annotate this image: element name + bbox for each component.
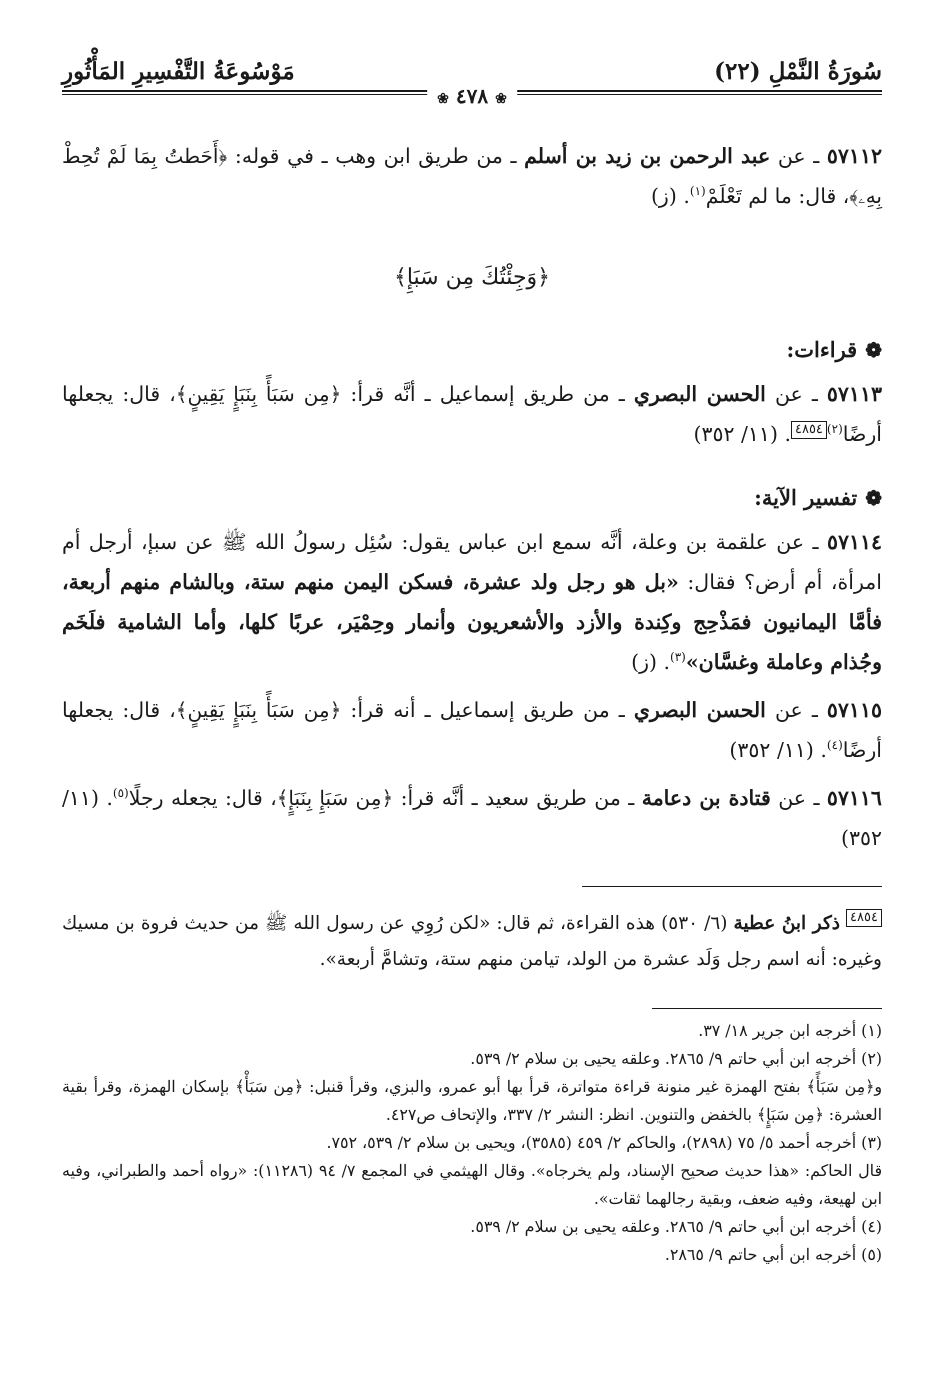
footnote: قال الحاكم: «هذا حديث صحيح الإسناد، ولم يخرجاه». وقال الهيثمي في المجمع ٧/ ٩٤ (١١٢٨٦): «رواه أحمد والطبراني، وفيه ابن لهيعة، وفيه ضعف، وبقية رجالهما ثقات». [62,1160,882,1208]
surah-title: سُورَةُ النَّمْلِ (٢٢) [714,58,882,85]
entry-text: ـ من طريق ابن وهب ـ في قوله: [234,144,517,168]
entry-number: ٥٧١١٣ [826,382,882,406]
entry-57115 [62,690,882,770]
ornament-icon: ❀ [495,91,507,107]
footnote-ref[interactable]: (١) [689,184,706,199]
entry-text: ـ عن [777,144,820,168]
footnote: (٤) أخرجه ابن أبي حاتم ٩/ ٢٨٦٥. وعلقه يحيى بن سلام ٢/ ٥٣٩. [470,1216,882,1236]
ornament-icon: ❀ [437,91,449,107]
quran-quote: ﴿أَحَطتُ بِمَا لَمْ تُحِطْ بِهِۦ﴾، [62,144,882,208]
flower-icon: ❁ [865,486,882,510]
narrator-name: قتادة بن دعامة [641,786,771,810]
section-tafsir [62,478,882,518]
section-label: قراءات: [786,337,858,362]
commentary-ref-box[interactable]: ٤٨٥٤ [791,421,827,439]
commentary-ref-box: ٤٨٥٤ [846,909,882,927]
hadith-text: «بل هو رجل ولد عشرة، فسكن اليمن منهم ستة، وبالشام منهم أربعة، فأمَّا اليمانيون فمَذْحِج وكِندة والأزد والأشعريون وأنمار وحِمْيَر، عربًا كلها، وأما الشامية فلَخَم وجُذام وعاملة وغسَّان» [62,570,882,674]
entry-text: ـ من طريق إسماعيل ـ أنه قرأ: [350,698,625,722]
footnote: (٥) أخرجه ابن أبي حاتم ٩/ ٢٨٦٥. [664,1244,882,1264]
main-text [62,136,882,858]
commentary-author: ذكر ابنُ عطية [733,912,841,934]
page-header [62,40,882,118]
entry-text: قال: يجعلها أرضًا [62,698,882,762]
entry-number: ٥٧١١٢ [826,144,882,168]
quran-quote: ﴿مِن سَبَأً بِنَبَإٍ يَقِينٍ﴾، [169,382,342,406]
footnote: (٢) أخرجه ابن أبي حاتم ٩/ ٢٨٦٥. وعلقه يحيى بن سلام ٢/ ٥٣٩. [470,1048,882,1068]
entry-tail: . (١١/ ٣٥٢) [62,786,882,850]
entry-number: ٥٧١١٦ [826,786,882,810]
entry-tail: . (١١/ ٣٥٢) [729,738,827,762]
entry-57114 [62,522,882,682]
entry-57113 [62,374,882,454]
commentary [62,906,882,978]
entry-text: ـ عن [778,786,820,810]
page [62,40,882,1360]
commentary-text: (٦/ ٥٣٠) هذه القراءة، ثم قال: «لكن رُوِي عن رسول الله ﷺ من حديث فروة بن مسيك وغيره: أنه اسم رجل وَلَد عشرة من الولد، تيامن منهم ستة، وتشامَّ أربعة». [62,912,882,970]
footnotes-divider [652,1008,882,1009]
footnotes [62,1017,882,1269]
narrator-name: الحسن البصري [633,698,766,722]
entry-text: ـ من طريق إسماعيل ـ أنَّه قرأ: [350,382,625,406]
entry-text: قال: ما لم تَعْلَمْ [705,184,837,208]
entry-tail: . (١١/ ٣٥٢) [693,422,791,446]
footnote-ref[interactable]: (٣) [670,650,686,665]
entry-number: ٥٧١١٥ [826,698,882,722]
footnote: (٣) أخرجه أحمد ٥/ ٧٥ (٢٨٩٨)، والحاكم ٢/ ٤٥٩ (٣٥٨٥)، ويحيى بن سلام ٢/ ٥٣٩، ٧٥٢. [326,1132,882,1152]
entry-tail: . (ز) [631,650,671,674]
entry-tail: . (ز) [650,184,690,208]
page-number-block [427,84,517,108]
ayah-heading: ﴿وَجِئْتُكَ مِن سَبَإِ﴾ [393,265,551,290]
entry-text: قال: يجعلها أرضًا [62,382,882,446]
entry-57112 [62,136,882,216]
flower-icon: ❁ [865,338,882,362]
footnote: و﴿مِن سَبَأً﴾ بفتح الهمزة غير منونة قراءة متواترة، قرأ بها أبو عمرو، والبزي، وقرأ قنبل: ﴿مِن سَبَأْ﴾ بإسكان الهمزة، وقرأ بقية العشرة: ﴿مِن سَبَإٍ﴾ بالخفض والتنوين. انظر: النشر ٢/ ٣٣٧، والإتحاف ص٤٢٧. [62,1076,882,1124]
entry-57116 [62,778,882,858]
commentary-divider [582,886,882,887]
footnote: (١) أخرجه ابن جرير ١٨/ ٣٧. [698,1020,882,1040]
entry-text: ـ عن [774,698,818,722]
entry-text: ـ عن علقمة بن وعلة، أنَّه سمع ابن عباس يقول: سُئِل رسولُ الله ﷺ عن سبإ، أرجل أم امرأة، أم أرض؟ فقال: [62,530,882,594]
footnote-ref[interactable]: (٥) [112,786,129,801]
book-title: مَوْسُوعَةُ التَّفْسِيرِ المَأْثُورِ [62,58,295,85]
narrator-name: عبد الرحمن بن زيد بن أسلم [524,144,771,168]
page-number: ٤٧٨ [455,84,489,108]
section-label: تفسير الآية: [754,485,858,510]
quran-quote: ﴿مِن سَبَأً بِنَبَإٍ يَقِينٍ﴾، [169,698,342,722]
entry-text: ـ من طريق سعيد ـ أنَّه قرأ: [400,786,635,810]
entry-text: ـ عن [774,382,818,406]
quran-quote: ﴿مِن سَبَإِ بِنَبَإٍ﴾، [270,786,394,810]
section-qiraat [62,330,882,370]
footnote-ref[interactable]: (٢) [826,422,843,437]
entry-number: ٥٧١١٤ [826,530,882,554]
footnote-ref[interactable]: (٤) [826,738,843,753]
narrator-name: الحسن البصري [633,382,766,406]
entry-text: قال: يجعله رجلًا [128,786,263,810]
